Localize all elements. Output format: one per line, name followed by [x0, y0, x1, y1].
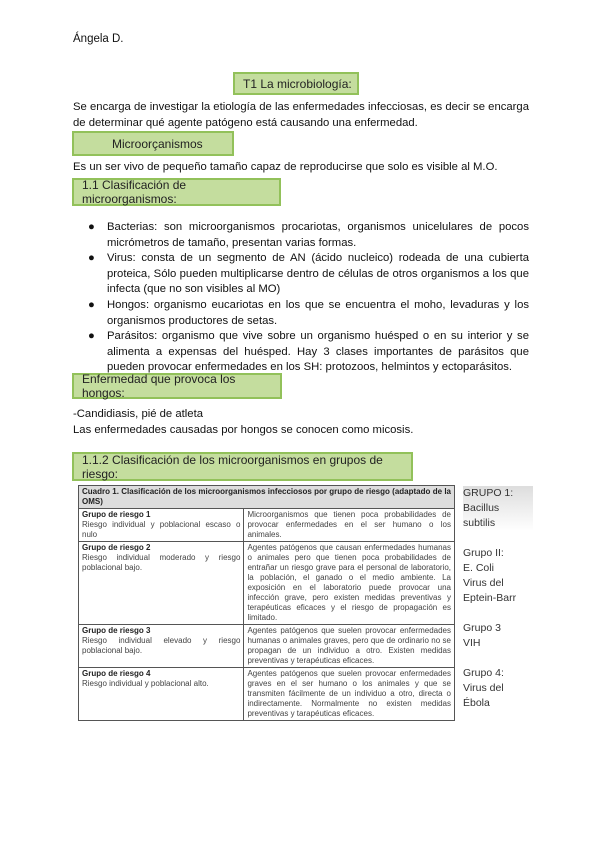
micro-heading: Microorçanismos	[112, 136, 203, 151]
example-line: Virus del	[463, 682, 504, 694]
riesgo-heading: 1.1.2 Clasificación de los microorganismos en grupos de riesgo:	[82, 452, 383, 481]
hongos-line-1: -Candidiasis, pié de atleta	[73, 408, 203, 420]
clasif-heading-box	[72, 178, 281, 206]
group-description: Agentes patógenos que suelen provocar enfermedades humanas o animales graves, pero que de ordinario no se propagan de un individuo a otro. Existen medidas preventivas y terapéuticas eficaces.	[244, 625, 455, 668]
hongos-heading-box	[72, 373, 282, 399]
list-item	[73, 220, 529, 251]
group-risk: Riesgo individual elevado y riesgo poblacional bajo.	[82, 636, 241, 655]
table-row	[79, 668, 455, 721]
group-description: Microorganismos que tienen poca probabilidades de provocar enfermedades en el ser humano o los animales.	[244, 509, 455, 542]
example-line: Bacillus	[463, 502, 500, 514]
example-group-3	[463, 621, 533, 651]
bullet-text: Virus: consta de un segmento de AN (ácido nucleico) rodeada de una cubierta proteica, Sólo pueden multiplicarse dentro de células de otros organismos a los que infecta (que no son visibles al MO)	[107, 252, 529, 296]
group-name: Grupo de riesgo 1	[82, 510, 151, 519]
group-risk: Riesgo individual y poblacional alto.	[82, 679, 209, 688]
group-description: Agentes patógenos que causan enfermedades humanas o animales pero que tienen poca probabilidades de entrañar un riesgo grave para el personal de laboratorio, la población, el ganado o el medio ambiente. La exposición en el laboratorio puede provocar una infección grave, pero existen medidas preventivas y terapéuticas eficaces y el riesgo de propagación es limitado.	[244, 542, 455, 625]
example-group-4	[463, 666, 533, 711]
example-line: subtilis	[463, 517, 496, 529]
bullet-icon: ●	[88, 252, 95, 265]
micro-definition: Es un ser vivo de pequeño tamaño capaz de reproducirse que solo es visible al M.O.	[73, 161, 498, 173]
bullet-icon: ●	[88, 221, 95, 233]
example-group-2	[463, 546, 533, 606]
examples-column	[463, 486, 533, 726]
table-row	[79, 542, 455, 625]
riesgo-heading-box	[72, 452, 413, 481]
example-heading: Grupo II:	[463, 547, 504, 559]
group-name: Grupo de riesgo 3	[82, 626, 151, 635]
intro-paragraph: Se encarga de investigar la etiología de las enfermedades infecciosas, es decir se encarga de determinar qué agente patógeno está causando una enfermedad.	[73, 101, 529, 129]
example-line: VIH	[463, 637, 481, 649]
example-line: E. Coli	[463, 562, 494, 574]
list-item	[73, 329, 529, 376]
example-group-1	[463, 486, 533, 531]
example-heading: Grupo 3	[463, 622, 501, 634]
group-description: Agentes patógenos que suelen provocar enfermedades graves en el ser humano o los animales y que se transmiten fácilmente de un individuo a otro, directa o indirectamente. Normalmente no existen medidas preventivas y tarapéuticas eficaces.	[244, 668, 455, 721]
example-line: Eptein-Barr	[463, 592, 517, 604]
bullet-text: Parásitos: organismo que vive sobre un organismo huésped o en su interior y se alimenta a expensas del huésped. Hay 3 clases importantes de parásitos que pueden provocar enfermedades en los SH: protozoos, helmintos y ectoparásitos.	[107, 330, 529, 374]
group-name: Grupo de riesgo 2	[82, 543, 151, 552]
bullet-icon: ●	[88, 298, 95, 311]
page-title: T1 La microbiología:	[243, 76, 352, 91]
risk-group-table	[78, 485, 455, 721]
bullet-icon: ●	[88, 330, 95, 343]
example-heading: Grupo 4:	[463, 667, 504, 679]
micro-heading-box	[72, 131, 234, 156]
table-row	[79, 625, 455, 668]
example-heading: GRUPO 1:	[463, 487, 514, 499]
microorganism-list	[73, 220, 529, 376]
clasif-heading: 1.1 Clasificación de microorganismos:	[82, 178, 187, 206]
list-item	[73, 251, 529, 298]
title-box	[233, 72, 359, 95]
example-line: Ébola	[463, 697, 490, 709]
example-line: Virus del	[463, 577, 504, 589]
group-risk: Riesgo individual moderado y riesgo poblacional bajo.	[82, 553, 241, 572]
table-caption: Cuadro 1. Clasificación de los microorganismos infecciosos por grupo de riesgo (adaptado de la OMS)	[79, 486, 455, 509]
bullet-text: Bacterias: son microorganismos procariotas, organismos unicelulares de pocos micrómetros de tamaño, presentan varias formas.	[107, 221, 529, 249]
table-row	[79, 509, 455, 542]
author-name: Ángela D.	[73, 33, 124, 45]
list-item	[73, 298, 529, 329]
bullet-text: Hongos: organismo eucariotas en los que se encuentra el moho, levaduras y los organismos productores de setas.	[107, 298, 529, 327]
group-name: Grupo de riesgo 4	[82, 669, 151, 678]
group-risk: Riesgo individual y poblacional escaso o nulo	[82, 520, 241, 539]
hongos-heading: Enfermedad que provoca los hongos:	[82, 372, 236, 400]
hongos-line-2: Las enfermedades causadas por hongos se conocen como micosis.	[73, 424, 414, 436]
